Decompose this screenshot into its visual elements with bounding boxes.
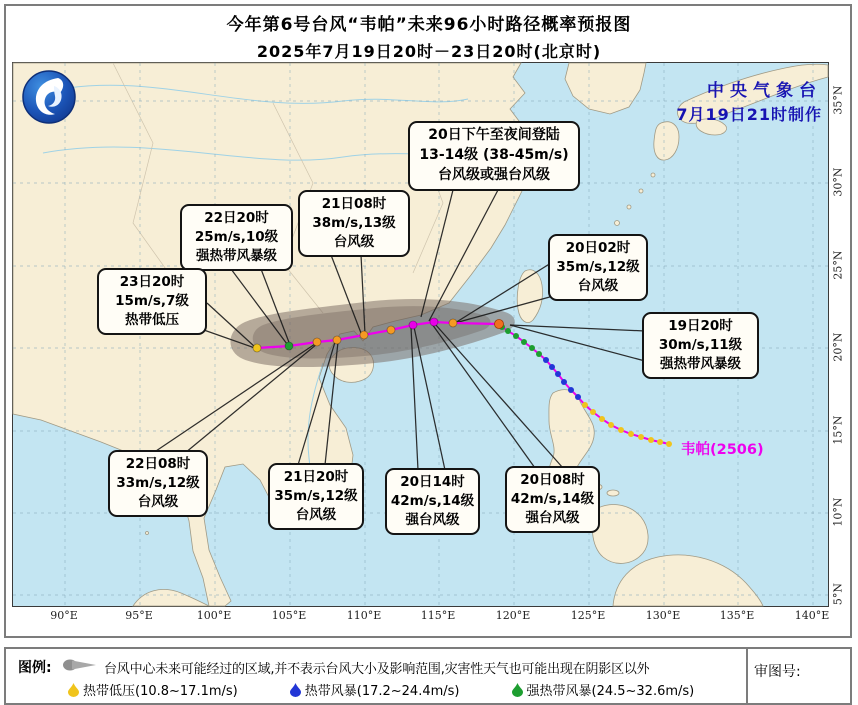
legend-item-text: 热带低压(10.8~17.1m/s)	[83, 684, 238, 699]
intensity-legend-row	[68, 680, 746, 699]
callout-line: 42m/s,14级	[510, 491, 595, 508]
callout-line: 19日20时	[668, 318, 733, 334]
forecast-track-point	[285, 342, 293, 350]
callout-t2014	[385, 468, 480, 535]
ryukyu-island	[639, 189, 643, 193]
lat-tick-label: 30°N	[831, 167, 845, 197]
japan-kyushu	[654, 122, 679, 160]
callout-t1920	[642, 312, 759, 379]
past-track-point	[549, 364, 555, 370]
ryukyu-island	[615, 221, 620, 226]
lat-tick-label: 20°N	[831, 332, 845, 362]
past-track-point	[648, 437, 654, 443]
callout-line: 台风级	[295, 507, 337, 524]
callout-line: 20日14时	[400, 474, 465, 490]
callout-line: 13-14级 (38-45m/s)	[419, 146, 569, 163]
callout-pointer-line	[432, 324, 535, 468]
forecast-track-point	[333, 336, 341, 344]
callout-line: 22日20时	[204, 210, 269, 226]
past-track-point	[529, 345, 535, 351]
ryukyu-island	[651, 173, 655, 177]
past-track-point	[575, 394, 581, 400]
callout-line: 台风级	[577, 278, 619, 295]
forecast-track-point	[409, 321, 417, 329]
cone-legend-text: 台风中心未来可能经过的区域,并不表示台风大小及影响范围,灾害性天气也可能出现在阴影区以外	[104, 662, 650, 677]
lon-tick-label: 130°E	[645, 609, 681, 622]
past-track-point	[628, 431, 634, 437]
lat-tick-label: 25°N	[831, 250, 845, 280]
callout-t2002	[548, 234, 648, 301]
past-track-point	[568, 387, 574, 393]
past-track-point	[543, 357, 549, 363]
forecast-track-point	[430, 318, 438, 326]
callout-t2208	[108, 450, 208, 517]
callout-line: 20日下午至夜间登陆	[428, 127, 560, 143]
callout-line: 30m/s,11级	[658, 337, 743, 354]
callout-line: 23日20时	[119, 274, 185, 290]
sumatra-island	[133, 589, 209, 606]
mindanao-island	[592, 505, 648, 564]
intensity-marker-icon	[290, 683, 301, 697]
past-track-point	[513, 333, 519, 339]
intensity-marker-icon	[68, 683, 79, 697]
past-track-point	[590, 409, 596, 415]
past-track-point	[666, 441, 672, 447]
forecast-track-point	[449, 319, 457, 327]
callout-line: 22日08时	[125, 456, 191, 472]
callout-line: 35m/s,12级	[274, 488, 358, 505]
title-block	[0, 10, 858, 62]
callout-line: 35m/s,12级	[556, 259, 640, 276]
andaman-island	[146, 532, 149, 535]
lat-tick-label: 10°N	[831, 497, 845, 527]
callout-line: 20日08时	[520, 472, 585, 488]
callout-line: 15m/s,7级	[115, 293, 189, 310]
korea-peninsula	[565, 63, 646, 114]
lon-tick-label: 100°E	[196, 609, 232, 622]
callout-line: 42m/s,14级	[390, 493, 475, 510]
past-track-point	[608, 422, 614, 428]
lat-tick-label: 35°N	[831, 85, 845, 115]
current-position-point	[495, 320, 504, 329]
callout-line: 21日08时	[321, 196, 387, 212]
agency-name: 中央气象台	[707, 81, 822, 101]
callout-line: 台风级或强台风级	[438, 166, 550, 183]
legend-divider	[746, 649, 748, 703]
past-track-point	[536, 351, 542, 357]
forecast-track-point	[387, 326, 395, 334]
past-track-point	[555, 371, 561, 377]
lat-tick-label: 15°N	[831, 415, 845, 445]
callout-line: 强热带风暴级	[196, 248, 277, 265]
callout-line: 台风级	[333, 234, 375, 251]
past-track-point	[582, 402, 588, 408]
past-track-point	[505, 328, 511, 334]
borneo-island	[613, 555, 763, 606]
lon-tick-label: 135°E	[719, 609, 755, 622]
callout-t2120	[268, 463, 364, 530]
forecast-track-point	[360, 331, 368, 339]
past-track-point	[599, 416, 605, 422]
past-track-point	[657, 439, 663, 445]
lon-tick-label: 140°E	[794, 609, 830, 622]
lon-tick-label: 105°E	[271, 609, 307, 622]
callout-t2108	[298, 190, 410, 257]
page-subtitle: 2025年7月19日20时－23日20时(北京时)	[256, 42, 602, 61]
page-title: 今年第6号台风“韦帕”未来96小时路径概率预报图	[226, 15, 632, 35]
callout-line: 25m/s,10级	[194, 229, 279, 246]
callout-line: 21日20时	[283, 469, 349, 485]
callout-line: 热带低压	[125, 312, 179, 329]
review-number-label: 审图号:	[754, 664, 801, 680]
callout-line: 强热带风暴级	[660, 356, 741, 373]
callout-line: 20日02时	[565, 240, 631, 256]
legend-item	[290, 680, 460, 699]
callout-line: 强台风级	[405, 512, 460, 529]
callout-line: 38m/s,13级	[312, 215, 396, 232]
lon-tick-label: 120°E	[495, 609, 531, 622]
legend-title: 图例:	[18, 660, 52, 676]
past-track-point	[618, 427, 624, 433]
callout-t2320	[97, 268, 207, 335]
intensity-marker-icon	[512, 683, 523, 697]
lon-tick-label: 90°E	[50, 609, 78, 622]
issue-time: 7月19日21时制作	[676, 105, 822, 124]
legend-item-text: 热带风暴(17.2~24.4m/s)	[304, 684, 460, 699]
cma-logo-icon	[20, 68, 78, 126]
callout-landfall	[408, 121, 580, 191]
ryukyu-island	[627, 205, 631, 209]
past-track-point	[638, 434, 644, 440]
lon-tick-label: 95°E	[125, 609, 153, 622]
legend-item	[512, 680, 695, 699]
storm-name-label: 韦帕(2506)	[681, 442, 764, 458]
callout-t2008	[505, 466, 600, 533]
credit-block	[676, 76, 822, 125]
callout-line: 强台风级	[525, 510, 580, 527]
forecast-track-point	[313, 338, 321, 346]
lon-tick-label: 115°E	[420, 609, 456, 622]
taiwan-island	[517, 270, 542, 323]
lon-tick-label: 110°E	[346, 609, 382, 622]
callout-t2220	[180, 204, 293, 271]
cone-legend-icon	[62, 658, 98, 672]
callout-line: 33m/s,12级	[116, 475, 200, 492]
legend-item-text: 强热带风暴(24.5~32.6m/s)	[526, 684, 695, 699]
legend-box	[4, 647, 852, 705]
callout-line: 台风级	[137, 494, 179, 511]
lon-tick-label: 125°E	[570, 609, 606, 622]
past-track-point	[521, 339, 527, 345]
legend-item	[68, 680, 238, 699]
lat-tick-label: 5°N	[831, 582, 845, 606]
forecast-track-point	[253, 344, 261, 352]
callout-pointer-line	[435, 324, 563, 468]
past-track-point	[561, 379, 567, 385]
visayas-island	[607, 490, 619, 496]
